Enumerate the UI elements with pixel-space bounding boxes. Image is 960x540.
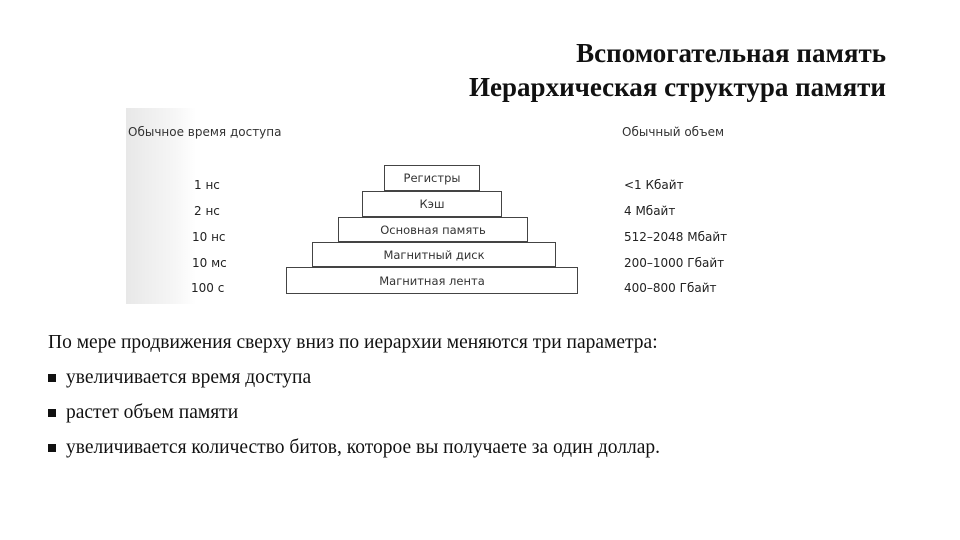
level-registers: Регистры: [384, 165, 480, 191]
level-cache: Кэш: [362, 191, 502, 217]
bullet-item: [48, 435, 660, 460]
capacity-disk: 200–1000 Гбайт: [624, 256, 725, 270]
slide-body: [48, 330, 660, 470]
level-magnetic-tape: Магнитная лента: [286, 267, 578, 294]
square-bullet-icon: [48, 374, 56, 382]
capacity-tape: 400–800 Гбайт: [624, 281, 717, 295]
capacity-registers: <1 Кбайт: [624, 178, 684, 192]
bullet-item: [48, 400, 660, 425]
bullet-text: увеличивается время доступа: [66, 367, 312, 388]
square-bullet-icon: [48, 444, 56, 452]
intro-text: По мере продвижения сверху вниз по иерархии меняются три параметра:: [48, 332, 658, 353]
access-time-header: Обычное время доступа: [128, 125, 282, 139]
bullet-text: увеличивается количество битов, которое вы получаете за один доллар.: [66, 437, 660, 458]
access-time-tape: 100 с: [191, 281, 225, 295]
access-time-disk: 10 мс: [192, 256, 227, 270]
access-time-cache: 2 нс: [194, 204, 220, 218]
access-time-registers: 1 нс: [194, 178, 220, 192]
title-line-1: Вспомогательная память: [576, 38, 886, 68]
bullet-item: [48, 365, 660, 390]
slide-title: [469, 36, 886, 104]
title-line-2: Иерархическая структура памяти: [469, 72, 886, 102]
square-bullet-icon: [48, 409, 56, 417]
access-time-main-memory: 10 нс: [192, 230, 226, 244]
capacity-main-memory: 512–2048 Мбайт: [624, 230, 728, 244]
capacity-cache: 4 Мбайт: [624, 204, 676, 218]
level-magnetic-disk: Магнитный диск: [312, 242, 556, 267]
capacity-header: Обычный объем: [622, 125, 724, 139]
bullet-text: растет объем памяти: [66, 402, 239, 423]
memory-hierarchy-diagram: [126, 108, 746, 304]
level-main-memory: Основная память: [338, 217, 528, 242]
